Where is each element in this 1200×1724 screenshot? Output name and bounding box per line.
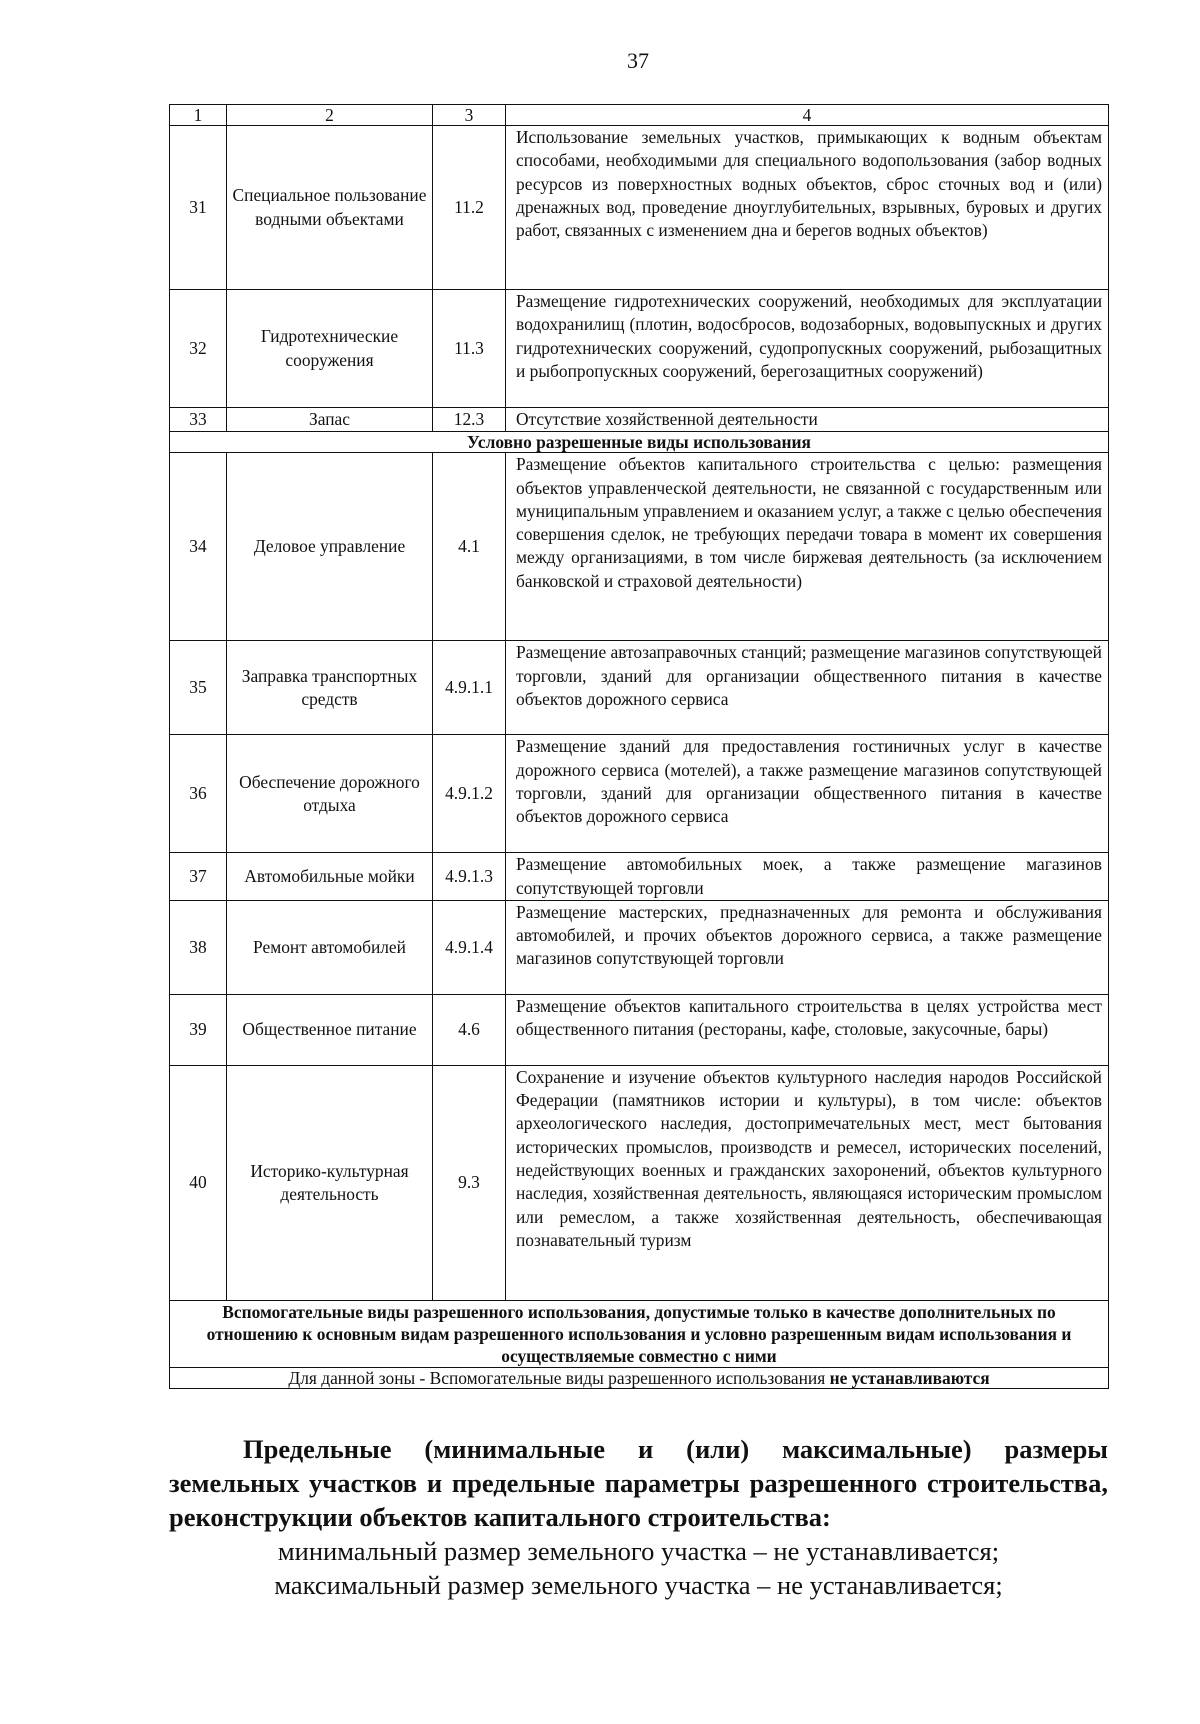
use-description: Размещение объектов капитального строительства с целью: размещения объектов управленческой деятельности, не связанной с государственным или муниципальным управлением и оказанием услуг, а также с целью обеспечения совершения сделок, не требующих передачи товара в момент их совершения между организациями, в том числе биржевая деятельность (за исключением банковской и страховой деятельности) <box>506 453 1109 641</box>
use-code: 11.3 <box>433 290 506 408</box>
use-name: Гидротехнические сооружения <box>227 290 433 408</box>
use-description: Размещение автомобильных моек, а также размещение магазинов сопутствующей торговли <box>506 853 1109 901</box>
size-parameters-section <box>169 1432 1108 1602</box>
parameter-line: максимальный размер земельного участка – не устанавливается; <box>274 1570 1003 1600</box>
use-description: Размещение автозаправочных станций; размещение магазинов сопутствующей торговли, зданий для организации общественного питания в качестве объектов дорожного сервиса <box>506 641 1109 735</box>
use-description: Сохранение и изучение объектов культурного наследия народов Российской Федерации (памятников истории и культуры), в том числе: объектов археологического наследия, достопримечательных мест, мест бытования исторических промыслов, производств и ремесел, исторических поселений, недействующих военных и гражданских захоронений, объектов культурного наследия, хозяйственная деятельность, являющаяся историческим промыслом или ремеслом, а также хозяйственная деятельность, обеспечивающая познавательный туризм <box>506 1065 1109 1300</box>
use-description: Размещение зданий для предоставления гостиничных услуг в качестве дорожного сервиса (мотелей), а также размещение магазинов сопутствующей торговли, зданий для организации общественного питания в качестве объектов дорожного сервиса <box>506 735 1109 853</box>
use-code: 4.1 <box>433 453 506 641</box>
use-name: Автомобильные мойки <box>227 853 433 901</box>
section-auxiliary-row <box>170 1300 1109 1367</box>
use-name: Деловое управление <box>227 453 433 641</box>
use-description: Размещение гидротехнических сооружений, необходимых для эксплуатации водохранилищ (плотин, водосбросов, водозаборных, водовыпускных и других гидротехнических сооружений, судопропускных сооружений, рыбозащитных и рыбопропускных сооружений, берегозащитных сооружений) <box>506 290 1109 408</box>
row-number: 39 <box>170 994 227 1065</box>
use-description: Размещение объектов капитального строительства в целях устройства мест общественного питания (рестораны, кафе, столовые, закусочные, бары) <box>506 994 1109 1065</box>
zone-note-row <box>170 1367 1109 1388</box>
use-code: 12.3 <box>433 408 506 432</box>
page-number: 37 <box>627 48 649 73</box>
header-cell: 2 <box>227 105 433 126</box>
section-conditional-row <box>170 432 1109 453</box>
use-name: Обеспечение дорожного отдыха <box>227 735 433 853</box>
use-name: Общественное питание <box>227 994 433 1065</box>
use-name: Историко-культурная деятельность <box>227 1065 433 1300</box>
row-number: 34 <box>170 453 227 641</box>
row-number: 37 <box>170 853 227 901</box>
row-number: 32 <box>170 290 227 408</box>
header-cell: 4 <box>506 105 1109 126</box>
table-row <box>170 641 1109 735</box>
permitted-use-table <box>169 104 1109 1389</box>
header-cell: 3 <box>433 105 506 126</box>
use-name: Заправка транспортных средств <box>227 641 433 735</box>
use-code: 4.9.1.4 <box>433 900 506 994</box>
parameter-line: минимальный размер земельного участка – не устанавливается; <box>277 1536 1000 1566</box>
table-row <box>170 994 1109 1065</box>
row-number: 31 <box>170 126 227 290</box>
use-code: 4.9.1.1 <box>433 641 506 735</box>
use-code: 4.9.1.2 <box>433 735 506 853</box>
section-title: Условно разрешенные виды использования <box>170 432 1109 453</box>
row-number: 33 <box>170 408 227 432</box>
use-description: Отсутствие хозяйственной деятельности <box>506 408 1109 432</box>
zone-note-text: Для данной зоны - Вспомогательные виды разрешенного использования <box>288 1367 830 1388</box>
use-name: Специальное пользование водными объектами <box>227 126 433 290</box>
use-name: Ремонт автомобилей <box>227 900 433 994</box>
table-row <box>170 1065 1109 1300</box>
table-header-row <box>170 105 1109 126</box>
use-code: 11.2 <box>433 126 506 290</box>
table-row <box>170 408 1109 432</box>
use-name: Запас <box>227 408 433 432</box>
table-row <box>170 290 1109 408</box>
use-code: 4.6 <box>433 994 506 1065</box>
use-description: Использование земельных участков, примыкающих к водным объектам способами, необходимыми для специального водопользования (забор водных ресурсов из поверхностных водных объектов, сброс сточных вод и (или) дренажных вод, проведение дноуглубительных, взрывных, буровых и других работ, связанных с изменением дна и берегов водных объектов) <box>506 126 1109 290</box>
row-number: 40 <box>170 1065 227 1300</box>
zone-note-emphasis: не устанавливаются <box>829 1367 990 1388</box>
table-row <box>170 853 1109 901</box>
row-number: 38 <box>170 900 227 994</box>
section-title: Вспомогательные виды разрешенного использования, допустимые только в качестве дополнительных по отношению к основным видам разрешенного использования и условно разрешенным видам использования и осуществляемые совместно с ними <box>170 1300 1109 1367</box>
header-cell: 1 <box>170 105 227 126</box>
zone-note <box>170 1367 1109 1388</box>
use-code: 4.9.1.3 <box>433 853 506 901</box>
row-number: 35 <box>170 641 227 735</box>
table-row <box>170 735 1109 853</box>
table-row <box>170 126 1109 290</box>
use-description: Размещение мастерских, предназначенных для ремонта и обслуживания автомобилей, и прочих объектов дорожного сервиса, а также размещение магазинов сопутствующей торговли <box>506 900 1109 994</box>
table-row <box>170 453 1109 641</box>
use-code: 9.3 <box>433 1065 506 1300</box>
parameters-heading: Предельные (минимальные и (или) максимальные) размеры земельных участков и предельные параметры разрешенного строительства, реконструкции объектов капитального строительства: <box>169 1434 1108 1532</box>
row-number: 36 <box>170 735 227 853</box>
table-row <box>170 900 1109 994</box>
